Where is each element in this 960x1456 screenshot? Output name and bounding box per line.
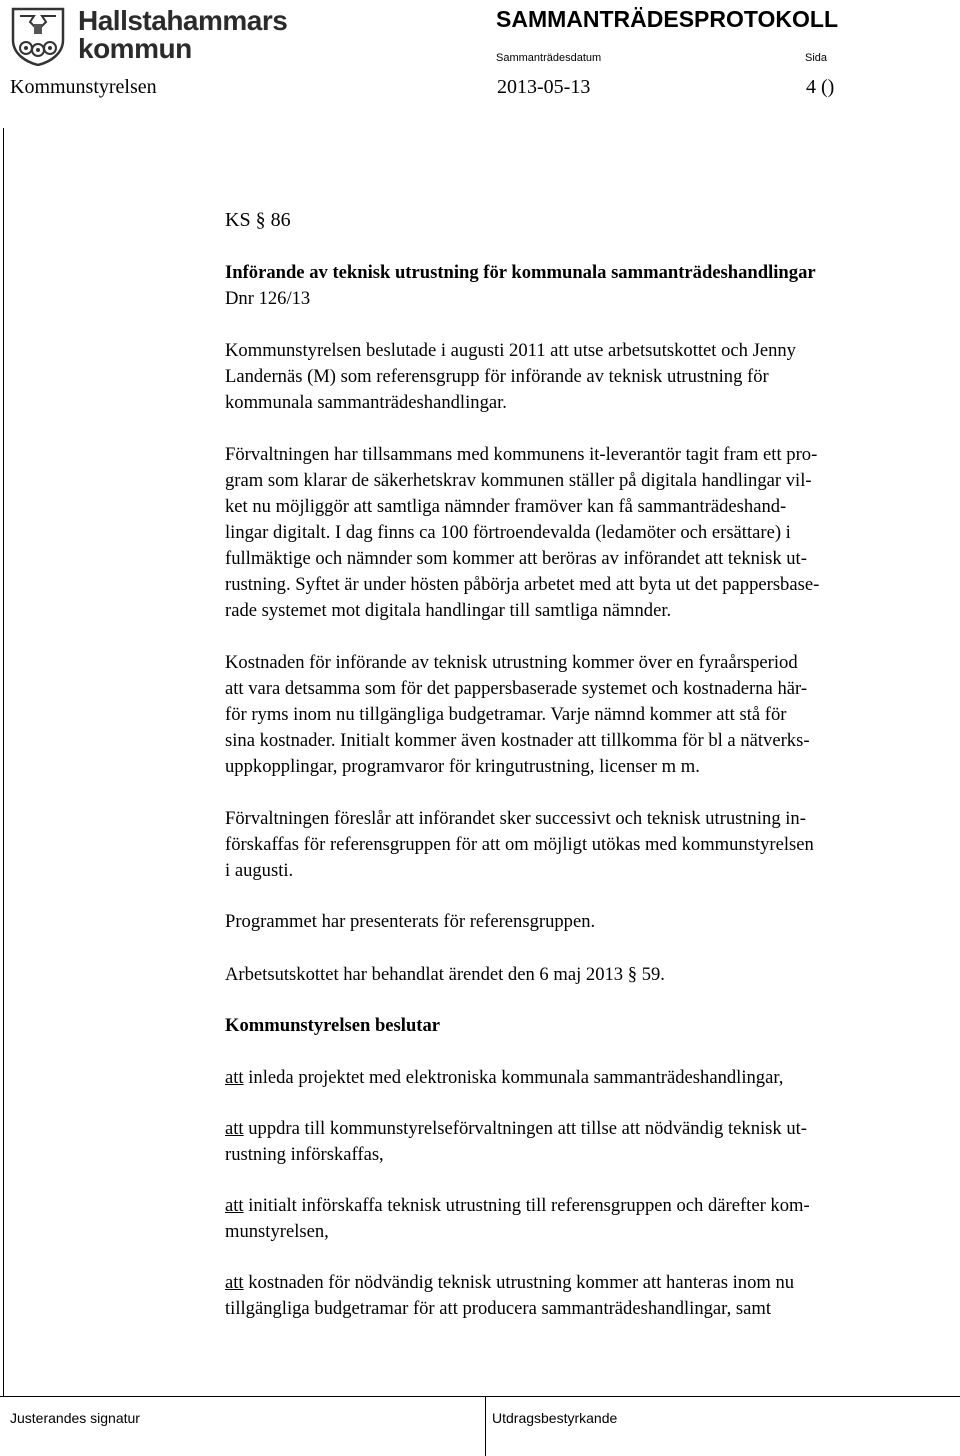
att-keyword: att [225, 1195, 244, 1216]
paragraph-presented: Programmet har presenterats för referensgruppen. [225, 911, 596, 932]
document-title: SAMMANTRÄDESPROTOKOLL [496, 6, 839, 32]
decision-heading: Kommunstyrelsen beslutar [225, 1015, 441, 1036]
footer-rule [0, 1396, 960, 1397]
decision-line [225, 1270, 941, 1296]
coat-of-arms-icon [10, 6, 66, 66]
decision-line [225, 1116, 941, 1142]
footer-divider [485, 1396, 486, 1456]
decision-line: tillgängliga budgetramar för att producera sammanträdeshandlingar, samt [225, 1298, 772, 1319]
board-name: Kommunstyrelsen [10, 76, 157, 98]
decision-line [225, 1065, 941, 1091]
decision-text: inleda projektet med elektroniska kommunala sammanträdeshandlingar, [243, 1067, 784, 1088]
text-line: förskaffas för referensgruppen för att om möjligt utökas med kommunstyrelsen [225, 834, 814, 855]
text-line: Kommunstyrelsen beslutade i augusti 2011 att utse arbetsutskottet och Jenny [225, 340, 796, 361]
decision-line: munstyrelsen, [225, 1221, 329, 1242]
signature-label: Justerandes signatur [10, 1410, 140, 1426]
left-margin-rule [3, 128, 4, 1396]
text-line: Kostnaden för införande av teknisk utrustning kommer över en fyraårsperiod [225, 652, 798, 673]
paragraph-number: KS § 86 [225, 209, 291, 231]
decision-line [225, 1193, 941, 1219]
page-number: 4 () [806, 76, 835, 98]
text-line: kommunala sammanträdeshandlingar. [225, 392, 507, 413]
paragraph-handled: Arbetsutskottet har behandlat ärendet den 6 maj 2013 § 59. [225, 964, 665, 985]
text-line: för ryms inom nu tillgängliga budgetramar. Varje nämnd kommer att stå för [225, 704, 787, 725]
logo-wordmark-line1: Hallstahammars [78, 5, 288, 36]
date-label: Sammanträdesdatum [496, 52, 602, 64]
text-line: fullmäktige och nämnder som kommer att beröras av införandet att teknisk ut- [225, 548, 807, 569]
diary-number: Dnr 126/13 [225, 288, 311, 309]
decision-text: uppdra till kommunstyrelseförvaltningen att tillse att nödvändig teknisk ut- [243, 1118, 807, 1139]
decision-text: kostnaden för nödvändig teknisk utrustning kommer att hanteras inom nu [243, 1272, 795, 1293]
decision-line: rustning införskaffas, [225, 1144, 384, 1165]
text-line: sina kostnader. Initialt kommer även kostnader att tillkomma för bl a nätverks- [225, 730, 810, 751]
att-keyword: att [225, 1118, 244, 1139]
section-title: Införande av teknisk utrustning för kommunala sammanträdeshandlingar [225, 262, 816, 283]
text-line: att vara detsamma som för det pappersbaserade systemet och kostnaderna här- [225, 678, 808, 699]
extract-certification-label: Utdragsbestyrkande [492, 1410, 618, 1426]
meeting-date: 2013-05-13 [497, 76, 591, 98]
text-line: lingar digitalt. I dag finns ca 100 förtroendevalda (ledamöter och ersättare) i [225, 522, 791, 543]
text-line: rade systemet mot digitala handlingar till samtliga nämnder. [225, 600, 672, 621]
text-line: rustning. Syftet är under hösten påbörja arbetet med att byta ut det pappersbase- [225, 574, 820, 595]
municipality-logo [10, 5, 288, 68]
att-keyword: att [225, 1067, 244, 1088]
text-line: i augusti. [225, 860, 294, 881]
text-line: Förvaltningen föreslår att införandet sker successivt och teknisk utrustning in- [225, 808, 806, 829]
text-line: Landernäs (M) som referensgrupp för införande av teknisk utrustning för [225, 366, 769, 387]
att-keyword: att [225, 1272, 244, 1293]
logo-wordmark-line2: kommun [78, 33, 192, 64]
text-line: ket nu möjliggör att samtliga nämnder framöver kan få sammanträdeshand- [225, 496, 787, 517]
text-line: Förvaltningen har tillsammans med kommunens it-leverantör tagit fram ett pro- [225, 444, 818, 465]
text-line: uppkopplingar, programvaror för kringutrustning, licenser m m. [225, 756, 700, 777]
decision-text: initialt införskaffa teknisk utrustning till referensgruppen och därefter kom- [243, 1195, 810, 1216]
text-line: gram som klarar de säkerhetskrav kommunen ställer på digitala handlingar vil- [225, 470, 812, 491]
page-label: Sida [805, 52, 828, 64]
